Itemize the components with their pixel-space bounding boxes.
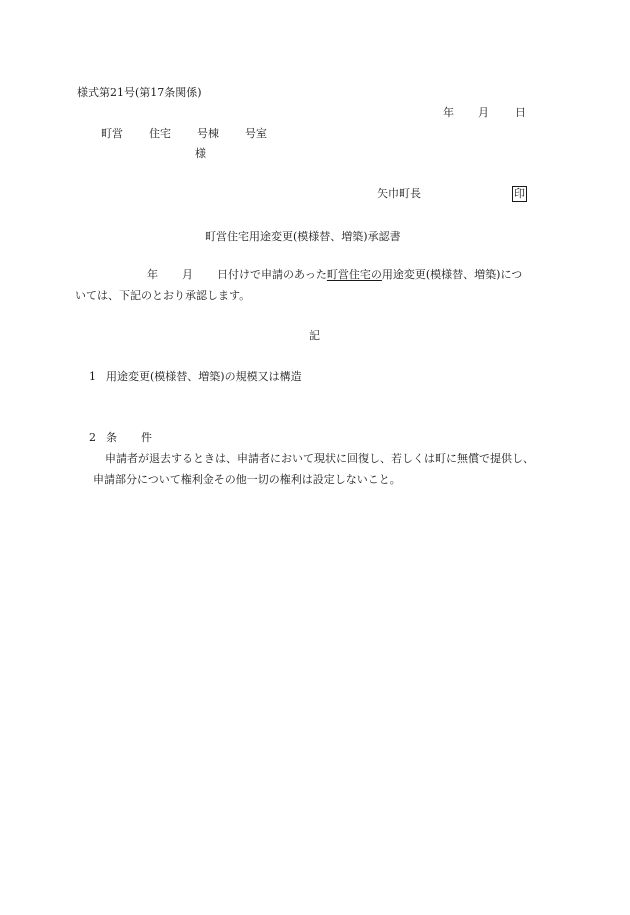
date-month: 月	[478, 106, 489, 119]
seal-stamp: 印	[514, 187, 525, 200]
item-2-line-1: 申請者が退去するときは、申請者において現状に回復し、若しくは町に無償で提供し、	[105, 452, 534, 465]
address-town: 町営	[101, 127, 123, 140]
body-text-b: 用途変更(模様替、増築)につ	[381, 268, 523, 281]
address-building: 号棟	[197, 127, 219, 140]
seal-mark	[512, 186, 527, 202]
item-1-number: 1	[89, 370, 96, 383]
form-number: 様式第21号(第17条関係)	[77, 86, 202, 99]
date-day: 日	[515, 106, 526, 119]
item-2-line-2: 申請部分について権利金その他一切の権利は設定しないこと。	[93, 473, 401, 486]
item-2-label-b: 件	[141, 431, 152, 444]
address-line	[101, 127, 267, 141]
item-1	[89, 370, 302, 384]
issuer-name: 矢巾町長	[377, 187, 421, 200]
body-underlined: 町営住宅の	[326, 268, 382, 281]
address-housing: 住宅	[149, 127, 171, 140]
item-2-heading	[89, 431, 152, 445]
body-line-2: いては、下記のとおり承認します。	[75, 289, 251, 302]
ki-heading: 記	[309, 329, 320, 342]
document-title: 町営住宅用途変更(模様替、増築)承認書	[205, 230, 401, 243]
body-line-1	[147, 268, 522, 282]
item-2-label-a: 条	[106, 431, 117, 444]
date-year: 年	[443, 106, 454, 119]
item-2-number: 2	[89, 431, 96, 444]
body-year: 年	[147, 268, 158, 281]
item-1-text: 用途変更(模様替、増築)の規模又は構造	[106, 370, 302, 383]
date-line	[443, 106, 526, 120]
body-text-a: 日付けで申請のあった	[217, 268, 327, 281]
address-honorific: 様	[195, 147, 206, 160]
address-room: 号室	[245, 127, 267, 140]
body-month: 月	[182, 268, 193, 281]
